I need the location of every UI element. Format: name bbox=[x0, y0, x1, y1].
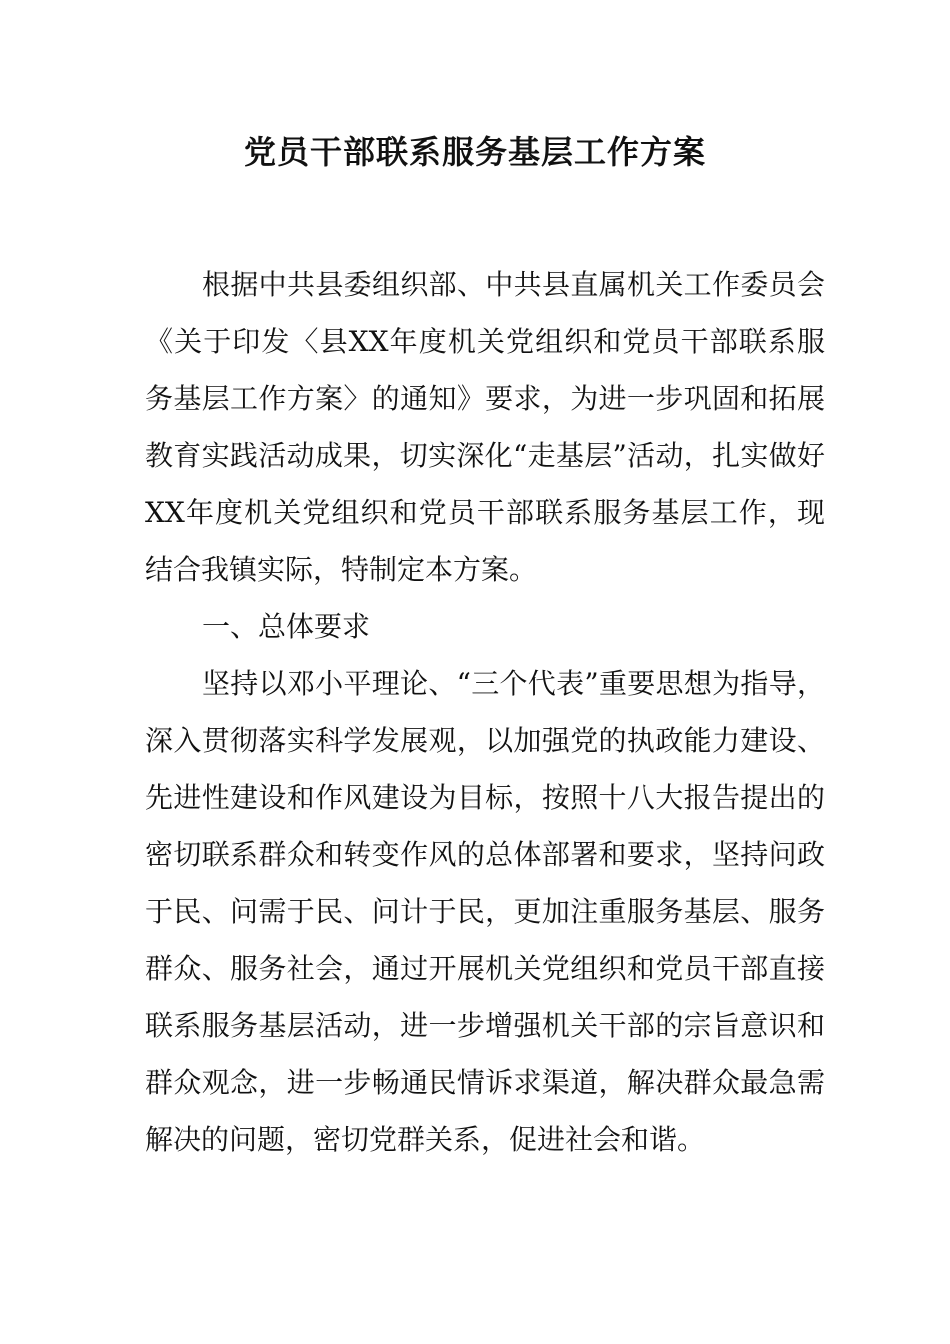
requirements-paragraph: 坚持以邓小平理论、“三个代表”重要思想为指导，深入贯彻落实科学发展观，以加强党的执政能力建设、先进性建设和作风建设为目标，按照十八大报告提出的密切联系群众和转变作风的总体部署和要求，坚持问政于民、问需于民、问计于民，更加注重服务基层、服务群众、服务社会，通过开展机关党组织和党员干部直接联系服务基层活动，进一步增强机关干部的宗旨意识和群众观念，进一步畅通民情诉求渠道，解决群众最急需解决的问题，密切党群关系，促进社会和谐。 bbox=[145, 667, 825, 1156]
section-heading: 一、总体要求 bbox=[202, 610, 371, 643]
document-title: 党员干部联系服务基层工作方案 bbox=[243, 133, 706, 171]
intro-paragraph: 根据中共县委组织部、中共县直属机关工作委员会《关于印发〈县XX年度机关党组织和党员干部联系服务基层工作方案〉的通知》要求，为进一步巩固和拓展教育实践活动成果，切实深化“走基层”活动，扎实做好XX年度机关党组织和党员干部联系服务基层工作，现结合我镇实际，特制定本方案。 bbox=[145, 268, 825, 586]
document-body bbox=[145, 256, 825, 1168]
